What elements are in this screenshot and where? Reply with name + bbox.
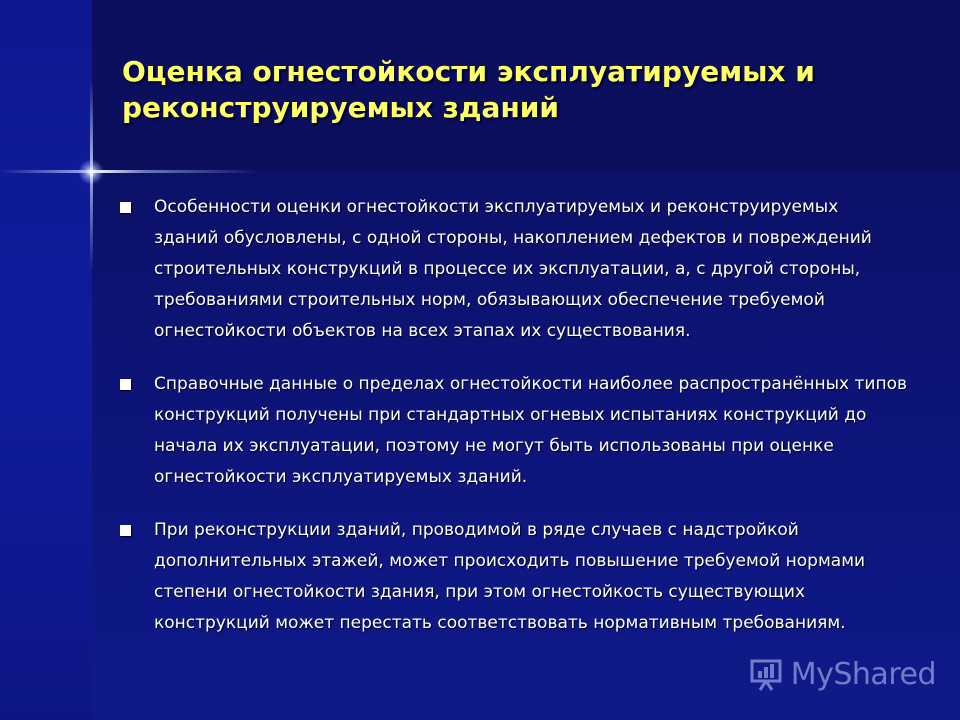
light-flare-horizontal [0,170,260,173]
bullet-item [118,369,908,493]
bullet-item [118,515,908,639]
bullet-list [118,192,908,661]
left-accent-band [0,0,92,720]
square-bullet-icon [120,525,131,536]
slide-title: Оценка огнестойкости эксплуатируемых и реконструируемых зданий [122,55,815,124]
watermark [749,657,936,692]
bullet-text: Особенности оценки огнестойкости эксплуатируемых и реконструируемых зданий обусловлены, с одной стороны, накоплением дефектов и повреждений строительных конструкций в процессе их эксплуатации, а, с другой стороны, требованиями строительных норм, обязывающих обеспечение требуемой огнестойкости объектов на всех этапах их существования. [154,197,872,341]
watermark-text: MyShared [790,657,936,692]
bullet-text: При реконструкции зданий, проводимой в ряде случаев с надстройкой дополнительных этажей, может происходить повышение требуемой нормами степени огнестойкости здания, при этом огнестойкость существующих конструкций может перестать соответствовать нормативным требованиям. [154,520,866,633]
square-bullet-icon [120,379,131,390]
light-flare-core [78,159,104,185]
presentation-board-icon [749,658,783,692]
bullet-item [118,192,908,347]
square-bullet-icon [120,202,131,213]
bullet-text: Справочные данные о пределах огнестойкости наиболее распространённых типов конструкций получены при стандартных огневых испытаниях конструкций до начала их эксплуатации, поэтому не могут быть использованы при оценке огнестойкости эксплуатируемых зданий. [154,374,907,487]
